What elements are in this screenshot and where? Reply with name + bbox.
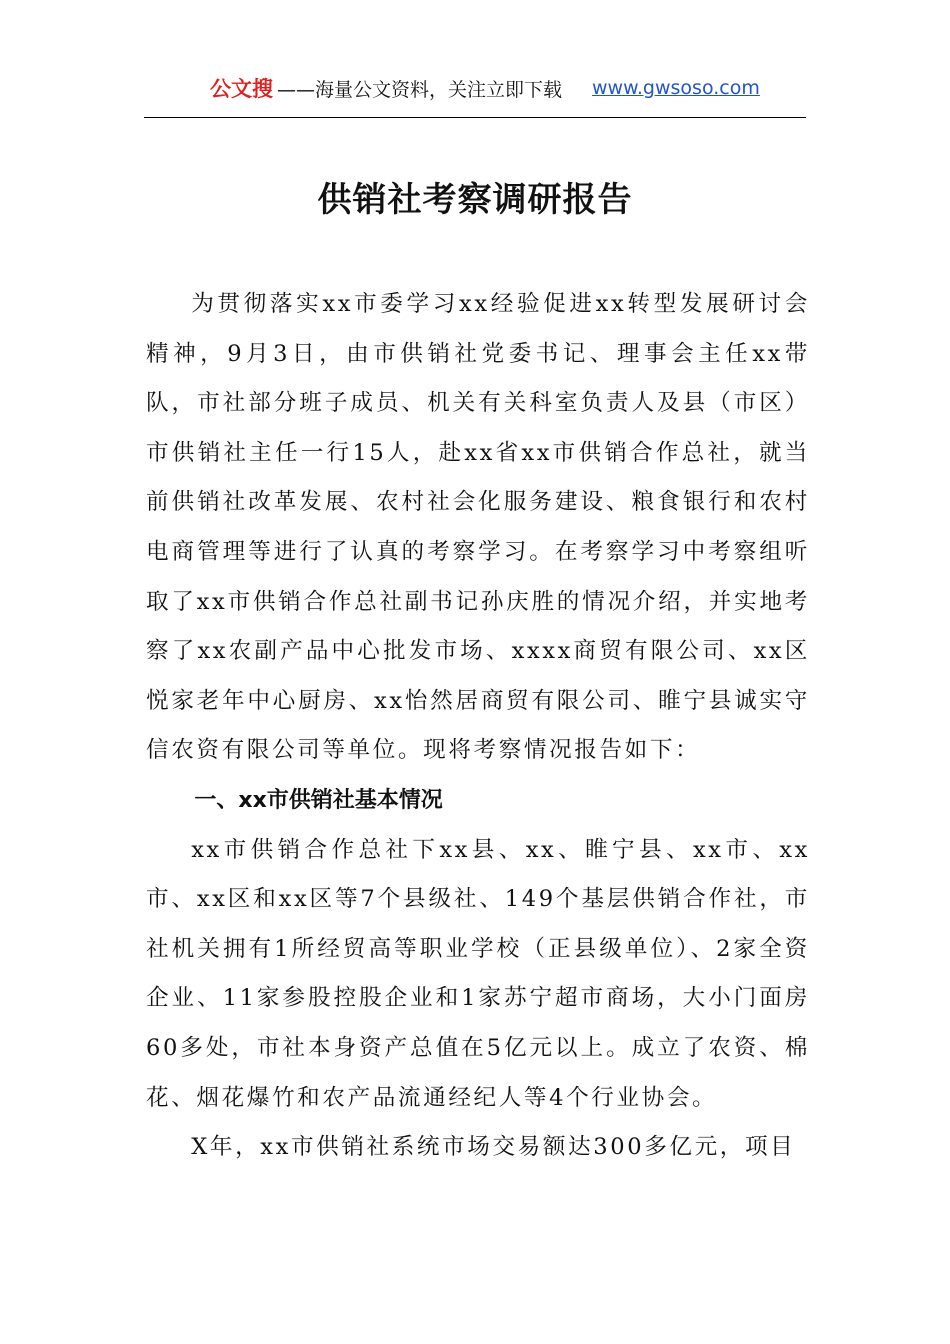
header-slogan: ——海量公文资料，关注立即下载 (277, 78, 563, 101)
document-title: 供销社考察调研报告 (317, 180, 633, 220)
paragraph-trade-volume: X年，xx市供销社系统市场交易额达300多亿元，项目 (191, 1134, 796, 1161)
section-heading-1: 一、xx市供销社基本情况 (194, 787, 443, 813)
paragraph-basic-info: xx市供销合作总社下xx县、xx、睢宁县、xx市、xx市、xx区和xx区等7个县级社、149个基层供销合作社，市社机关拥有1所经贸高等职业学校（正县级单位）、2家全资企业、11家参股控股企业和1家苏宁超市商场，大小门面房60多处，市社本身资产总值在5亿元以上。成立了农资、棉花、烟花爆竹和农产品流通经纪人等4个行业协会。 (146, 836, 810, 1111)
brand-logo-text: 公文搜 (210, 77, 273, 101)
page-header (144, 70, 806, 106)
paragraph-intro: 为贯彻落实xx市委学习xx经验促进xx转型发展研讨会精神，9月3日，由市供销社党委书记、理事会主任xx带队，市社部分班子成员、机关有关科室负责人及县（市区）市供销社主任一行15人，赴xx省xx市供销合作总社，就当前供销社改革发展、农村社会化服务建设、粮食银行和农村电商管理等进行了认真的考察学习。在考察学习中考察组听取了xx市供销合作总社副书记孙庆胜的情况介绍，并实地考察了xx农副产品中心批发市场、xxxx商贸有限公司、xx区悦家老年中心厨房、xx怡然居商贸有限公司、睢宁县诚实守信农资有限公司等单位。现将考察情况报告如下： (146, 291, 810, 764)
website-link[interactable]: www.gwsoso.com (592, 77, 760, 99)
header-divider (144, 117, 806, 118)
document-body (146, 280, 810, 1173)
